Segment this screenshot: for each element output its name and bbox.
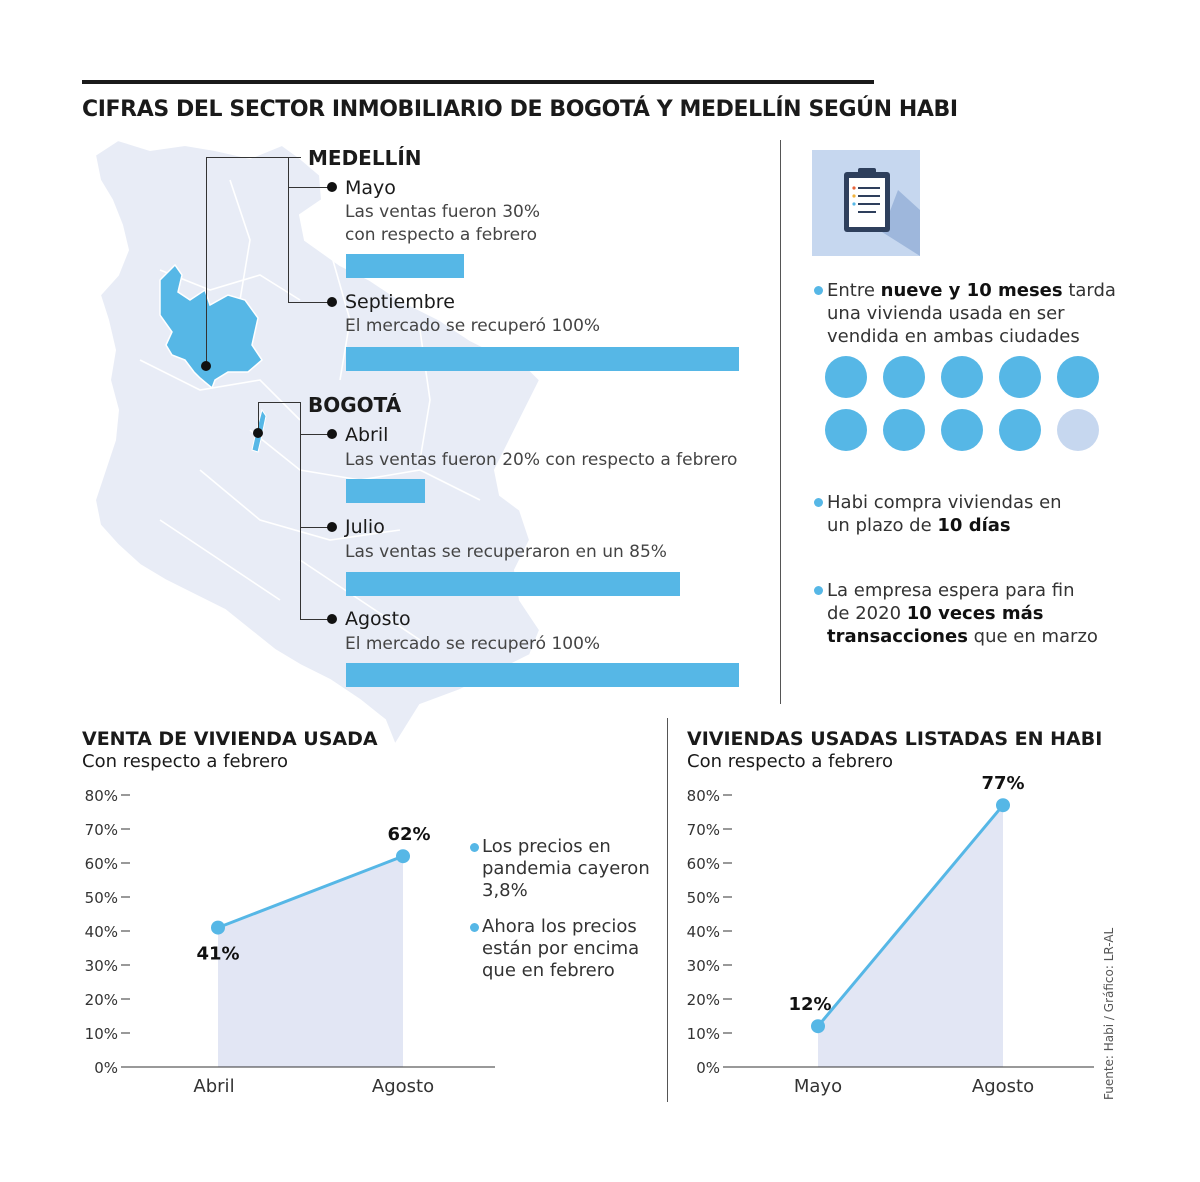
note2-bullet: [470, 923, 479, 932]
bogota-desc-julio: Las ventas se recuperaron en un 85%: [345, 542, 667, 562]
chart2-title: VIVIENDAS USADAS LISTADAS EN HABI: [687, 728, 1103, 750]
chart2-subtitle: Con respecto a febrero: [687, 751, 894, 772]
chart2-ytick-label: 60%: [686, 855, 720, 873]
medellin-heading: MEDELLÍN: [308, 146, 422, 170]
chart1-subtitle: Con respecto a febrero: [82, 751, 289, 772]
chart1-ytick-label: 70%: [84, 821, 118, 839]
chart2-ytick-label: 0%: [696, 1059, 720, 1077]
bogota-desc-agosto: El mercado se recuperó 100%: [345, 634, 601, 654]
chart2-ytick-label: 50%: [686, 889, 720, 907]
chart1-x-label-agosto: Agosto: [371, 1076, 435, 1097]
chart1-ytick-label: 40%: [84, 923, 118, 941]
page-title: CIFRAS DEL SECTOR INMOBILIARIO DE BOGOTÁ Y MEDELLÍN SEGÚN HABI: [82, 97, 958, 122]
chart2-ytick-label: 30%: [686, 957, 720, 975]
chart2-data-label-mayo: 12%: [788, 994, 832, 1016]
bogota-month-agosto: Agosto: [345, 608, 411, 630]
fact3-text: La empresa espera para fin de 2020 10 veces más transacciones que en marzo: [827, 580, 1098, 647]
bogota-month-julio: Julio: [345, 516, 385, 538]
fact1-text: Entre nueve y 10 meses tarda una vivienda usada en ser vendida en ambas ciudades: [827, 280, 1116, 347]
bogota-month-abril: Abril: [345, 424, 389, 446]
chart1-title: VENTA DE VIVIENDA USADA: [82, 728, 378, 750]
chart1-data-label-agosto: 62%: [387, 824, 431, 846]
chart1-x-label-abril: Abril: [193, 1076, 235, 1097]
note2-text: Ahora los precios están por encima que en febrero: [482, 916, 640, 981]
chart2-point-agosto: [996, 798, 1010, 812]
chart1-ytick-label: 0%: [94, 1059, 118, 1077]
chart2-ytick-label: 20%: [686, 991, 720, 1009]
chart2-data-label-agosto: 77%: [981, 773, 1025, 795]
medellin-month-mayo: Mayo: [345, 177, 396, 199]
chart2-ytick-label: 40%: [686, 923, 720, 941]
bogota-desc-abril: Las ventas fueron 20% con respecto a febrero: [345, 450, 738, 470]
chart1-ytick-label: 30%: [84, 957, 118, 975]
chart1-ytick-label: 80%: [84, 787, 118, 805]
fact2-text: Habi compra viviendas en un plazo de 10 días: [827, 492, 1062, 536]
medellin-desc-mayo: Las ventas fueron 30% con respecto a febrero: [345, 202, 540, 245]
medellin-desc-septiembre: El mercado se recuperó 100%: [345, 316, 601, 336]
chart1-area: [218, 856, 403, 1067]
note1-bullet: [470, 843, 479, 852]
chart2-ytick-label: 80%: [686, 787, 720, 805]
chart1-ytick-label: 20%: [84, 991, 118, 1009]
chart1-ytick-label: 60%: [84, 855, 118, 873]
chart2-x-label-agosto: Agosto: [971, 1076, 1035, 1097]
note1-text: Los precios en pandemia cayeron 3,8%: [482, 836, 650, 901]
source-credit: Fuente: Habi / Gráfico: LR-AL: [1102, 927, 1116, 1100]
chart1-point-agosto: [396, 849, 410, 863]
chart1-ytick-label: 50%: [84, 889, 118, 907]
chart2-area: [818, 805, 1003, 1067]
chart2-point-mayo: [811, 1019, 825, 1033]
chart1-ytick-label: 10%: [84, 1025, 118, 1043]
bogota-heading: BOGOTÁ: [308, 393, 402, 417]
chart2-ytick-label: 70%: [686, 821, 720, 839]
chart2-ytick-label: 10%: [686, 1025, 720, 1043]
chart1-point-abril: [211, 921, 225, 935]
chart2-x-label-mayo: Mayo: [793, 1076, 843, 1097]
chart1-data-label-abril: 41%: [196, 943, 240, 965]
medellin-month-septiembre: Septiembre: [345, 291, 455, 313]
